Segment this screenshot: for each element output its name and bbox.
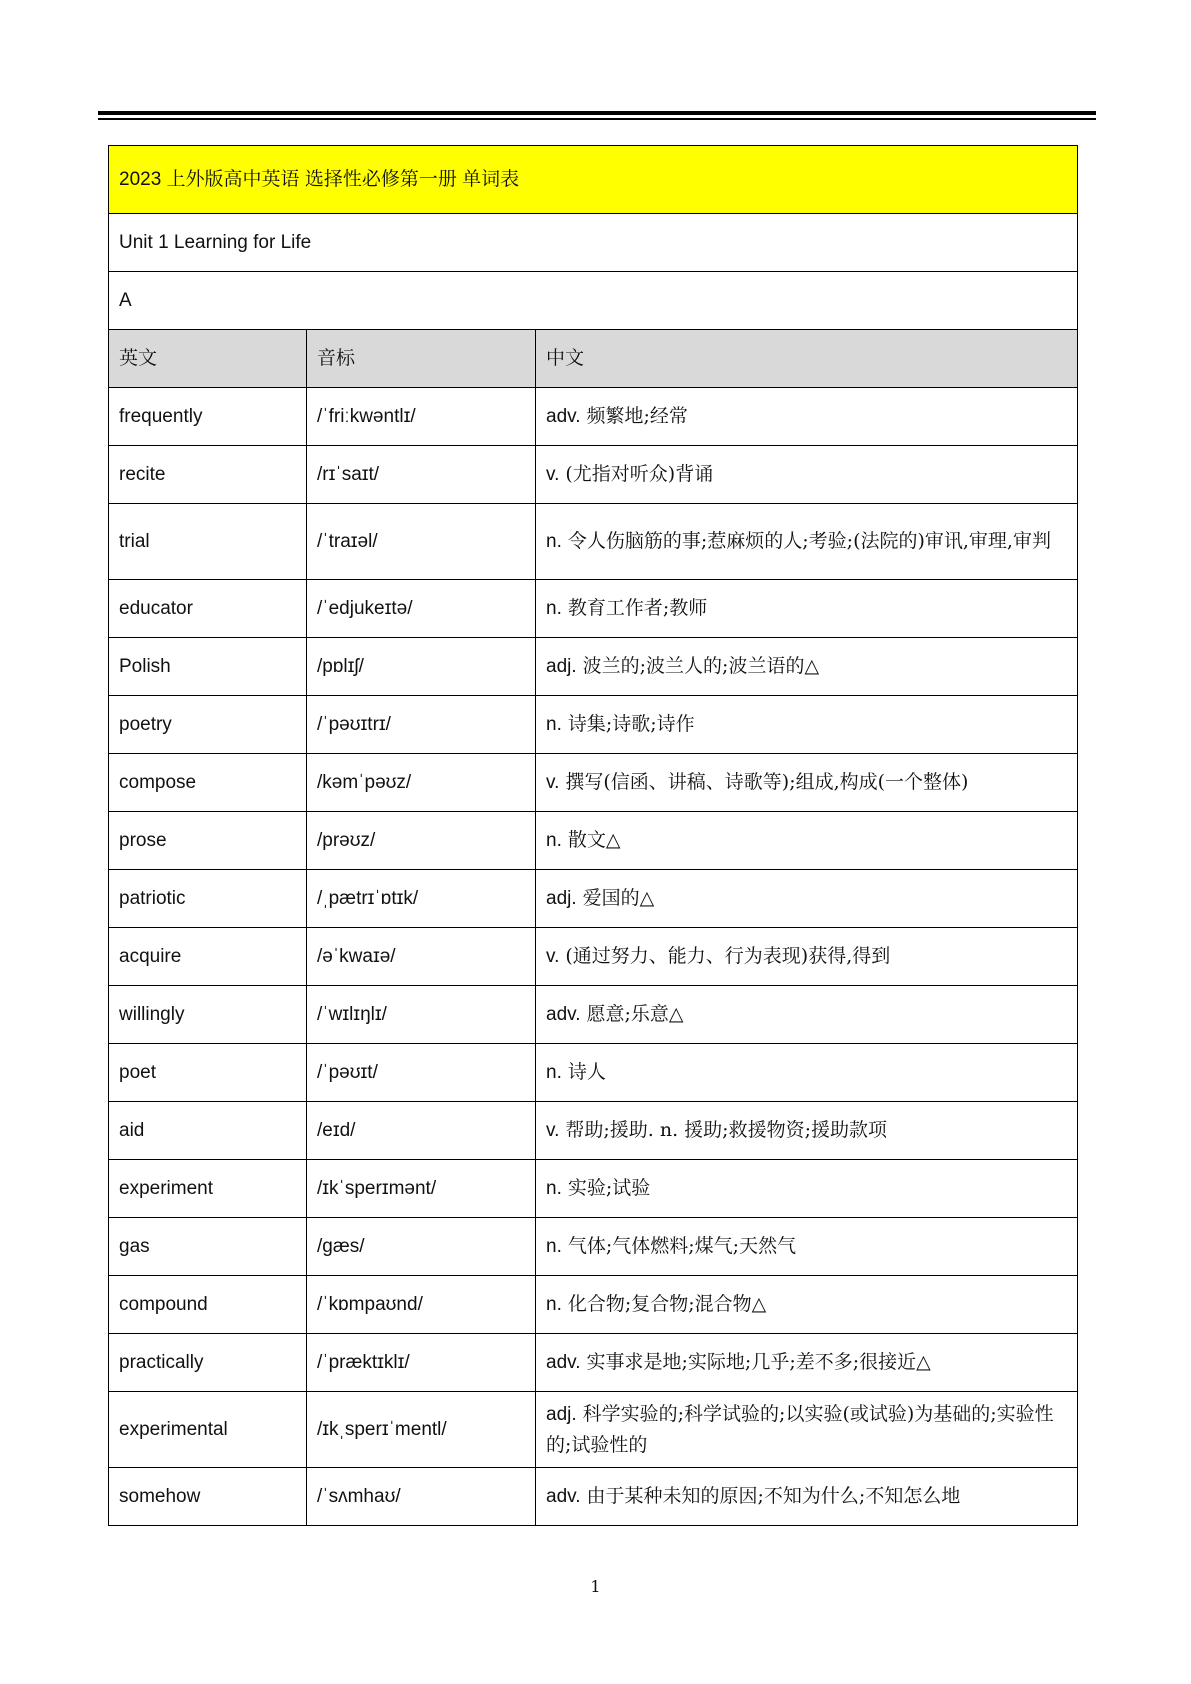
- table-row: [109, 1392, 1078, 1468]
- word-phonetic: /pɒlɪʃ/: [307, 638, 536, 696]
- word-english: trial: [109, 504, 307, 580]
- part-of-speech: v.: [546, 464, 560, 485]
- word-phonetic: /əˈkwaɪə/: [307, 928, 536, 986]
- table-row: [109, 696, 1078, 754]
- header-row: [109, 330, 1078, 388]
- part-of-speech: adv.: [546, 1352, 581, 1373]
- table-row: [109, 986, 1078, 1044]
- word-english: prose: [109, 812, 307, 870]
- word-chinese: [536, 1468, 1078, 1526]
- unit-row: [109, 214, 1078, 272]
- page-number: 1: [590, 1577, 601, 1596]
- part-of-speech: n.: [546, 714, 562, 735]
- definition: 帮助;援助. n. 援助;救援物资;援助款项: [565, 1119, 887, 1141]
- word-phonetic: /ˈfriːkwəntlɪ/: [307, 388, 536, 446]
- header-english: 英文: [109, 330, 307, 388]
- word-phonetic: /eɪd/: [307, 1102, 536, 1160]
- part-of-speech: n.: [546, 1236, 562, 1257]
- title-row: [109, 146, 1078, 214]
- word-phonetic: /ˈkɒmpaʊnd/: [307, 1276, 536, 1334]
- word-chinese: [536, 986, 1078, 1044]
- word-phonetic: /ˈpræktɪklɪ/: [307, 1334, 536, 1392]
- word-phonetic: /ˈtraɪəl/: [307, 504, 536, 580]
- part-of-speech: v.: [546, 1120, 560, 1141]
- section-row: [109, 272, 1078, 330]
- definition: 令人伤脑筋的事;惹麻烦的人;考验;(法院的)审讯,审理,审判: [567, 530, 1051, 552]
- word-phonetic: /ɪkˈsperɪmənt/: [307, 1160, 536, 1218]
- definition: (通过努力、能力、行为表现)获得,得到: [565, 945, 891, 967]
- word-phonetic: /prəʊz/: [307, 812, 536, 870]
- definition: 教育工作者;教师: [567, 597, 708, 619]
- word-chinese: [536, 1276, 1078, 1334]
- word-phonetic: /kəmˈpəʊz/: [307, 754, 536, 812]
- word-chinese: [536, 1334, 1078, 1392]
- word-chinese: [536, 812, 1078, 870]
- word-english: somehow: [109, 1468, 307, 1526]
- part-of-speech: adv.: [546, 1004, 581, 1025]
- word-english: frequently: [109, 388, 307, 446]
- definition: 化合物;复合物;混合物△: [567, 1293, 767, 1315]
- table-row: [109, 1276, 1078, 1334]
- word-english: Polish: [109, 638, 307, 696]
- table-row: [109, 812, 1078, 870]
- part-of-speech: adj.: [546, 1403, 577, 1425]
- table-row: [109, 754, 1078, 812]
- word-english: recite: [109, 446, 307, 504]
- part-of-speech: n.: [546, 598, 562, 619]
- table-row: [109, 1468, 1078, 1526]
- definition: 诗人: [567, 1061, 606, 1083]
- definition: (尤指对听众)背诵: [565, 463, 714, 485]
- word-english: experiment: [109, 1160, 307, 1218]
- word-english: gas: [109, 1218, 307, 1276]
- top-rule-thin: [98, 118, 1096, 120]
- definition: 愿意;乐意△: [586, 1003, 684, 1025]
- word-english: experimental: [109, 1392, 307, 1468]
- word-chinese: [536, 1392, 1078, 1468]
- definition: 散文△: [567, 829, 621, 851]
- word-chinese: [536, 1102, 1078, 1160]
- part-of-speech: adv.: [546, 406, 581, 427]
- table-row: [109, 1102, 1078, 1160]
- definition: 波兰的;波兰人的;波兰语的△: [582, 655, 820, 677]
- word-english: patriotic: [109, 870, 307, 928]
- part-of-speech: adj.: [546, 888, 577, 909]
- table-row: [109, 580, 1078, 638]
- part-of-speech: v.: [546, 772, 560, 793]
- word-phonetic: /ˈpəʊɪtrɪ/: [307, 696, 536, 754]
- word-phonetic: /ˈsʌmhaʊ/: [307, 1468, 536, 1526]
- word-chinese: [536, 638, 1078, 696]
- word-chinese: [536, 580, 1078, 638]
- table-row: [109, 1218, 1078, 1276]
- word-phonetic: /ˈwɪlɪŋlɪ/: [307, 986, 536, 1044]
- word-english: poetry: [109, 696, 307, 754]
- section-heading: A: [109, 272, 1078, 330]
- table-row: [109, 1334, 1078, 1392]
- header-chinese: 中文: [536, 330, 1078, 388]
- word-english: compound: [109, 1276, 307, 1334]
- top-rule-thick: [98, 111, 1096, 115]
- part-of-speech: adv.: [546, 1486, 581, 1507]
- part-of-speech: n.: [546, 830, 562, 851]
- word-chinese: [536, 1218, 1078, 1276]
- table-row: [109, 928, 1078, 986]
- word-phonetic: /ˌpætrɪˈɒtɪk/: [307, 870, 536, 928]
- document-title: 2023 上外版高中英语 选择性必修第一册 单词表: [109, 146, 1078, 214]
- word-chinese: [536, 1160, 1078, 1218]
- word-chinese: [536, 928, 1078, 986]
- part-of-speech: n.: [546, 531, 562, 552]
- definition: 实验;试验: [567, 1177, 651, 1199]
- word-english: educator: [109, 580, 307, 638]
- word-phonetic: /ˈpəʊɪt/: [307, 1044, 536, 1102]
- definition: 科学实验的;科学试验的;以实验(或试验)为基础的;实验性的;试验性的: [546, 1402, 1054, 1456]
- table-row: [109, 446, 1078, 504]
- table-row: [109, 1044, 1078, 1102]
- table-row: [109, 870, 1078, 928]
- definition: 诗集;诗歌;诗作: [567, 713, 695, 735]
- vocabulary-table: [108, 145, 1078, 1526]
- definition: 撰写(信函、讲稿、诗歌等);组成,构成(一个整体): [565, 771, 969, 793]
- definition: 爱国的△: [582, 887, 655, 909]
- table-row: [109, 388, 1078, 446]
- part-of-speech: n.: [546, 1294, 562, 1315]
- word-english: practically: [109, 1334, 307, 1392]
- definition: 频繁地;经常: [586, 405, 688, 427]
- part-of-speech: n.: [546, 1062, 562, 1083]
- table-row: [109, 504, 1078, 580]
- part-of-speech: n.: [546, 1178, 562, 1199]
- word-english: acquire: [109, 928, 307, 986]
- table-row: [109, 1160, 1078, 1218]
- word-english: compose: [109, 754, 307, 812]
- word-chinese: [536, 870, 1078, 928]
- word-phonetic: /rɪˈsaɪt/: [307, 446, 536, 504]
- word-english: willingly: [109, 986, 307, 1044]
- definition: 气体;气体燃料;煤气;天然气: [567, 1235, 797, 1257]
- word-phonetic: /ɪkˌsperɪˈmentl/: [307, 1392, 536, 1468]
- word-chinese: [536, 1044, 1078, 1102]
- table-row: [109, 638, 1078, 696]
- word-chinese: [536, 754, 1078, 812]
- word-chinese: [536, 696, 1078, 754]
- part-of-speech: v.: [546, 946, 560, 967]
- word-english: poet: [109, 1044, 307, 1102]
- word-phonetic: /ˈedjukeɪtə/: [307, 580, 536, 638]
- word-chinese: [536, 504, 1078, 580]
- definition: 由于某种未知的原因;不知为什么;不知怎么地: [586, 1485, 961, 1507]
- part-of-speech: adj.: [546, 656, 577, 677]
- word-english: aid: [109, 1102, 307, 1160]
- word-phonetic: /gæs/: [307, 1218, 536, 1276]
- header-phonetic: 音标: [307, 330, 536, 388]
- definition: 实事求是地;实际地;几乎;差不多;很接近△: [586, 1351, 931, 1373]
- unit-heading: Unit 1 Learning for Life: [109, 214, 1078, 272]
- word-chinese: [536, 388, 1078, 446]
- word-chinese: [536, 446, 1078, 504]
